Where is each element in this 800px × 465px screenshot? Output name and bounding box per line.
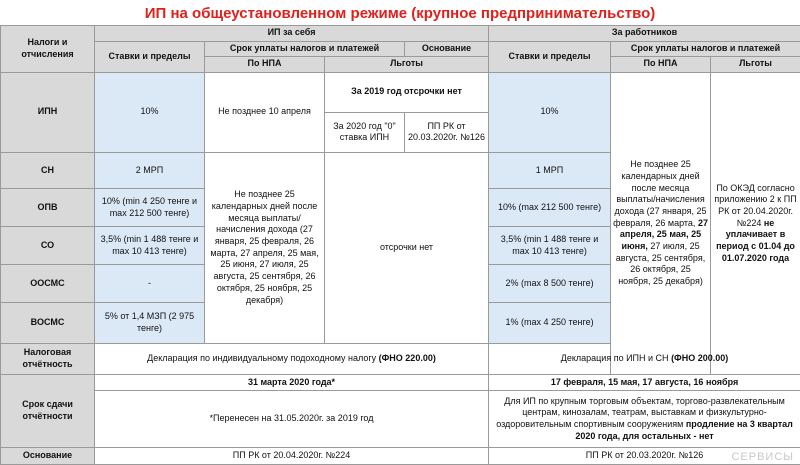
oosms-rate: - xyxy=(95,265,205,303)
workers-basis: ПП РК от 20.03.2020г. №126 xyxy=(489,447,800,464)
row-label-ipn: ИПН xyxy=(1,72,95,152)
row-label-so: СО xyxy=(1,227,95,265)
row-label-basis: Основание xyxy=(1,447,95,464)
benefits-header-workers: Льготы xyxy=(711,57,800,73)
workers-report: Декларация по ИПН и СН (ФНО 200.00) xyxy=(489,343,800,375)
deadline-header: Срок уплаты налогов и платежей xyxy=(205,41,405,57)
row-label-sn: СН xyxy=(1,153,95,189)
self-report: Декларация по индивидуальному подоходному налогу (ФНО 220.00) xyxy=(95,343,489,375)
workers-benefit: По ОКЭД согласно приложению 2 к ПП РК от 20.04.2020г. №224 не уплачивает в период с 01.04 до 01.07.2020 года xyxy=(711,72,800,375)
opv-rate-workers: 10% (max 212 500 тенге) xyxy=(489,189,611,227)
ipn-rate-workers: 10% xyxy=(489,72,611,152)
ipn-rate: 10% xyxy=(95,72,205,152)
self-report-date: 31 марта 2020 года* xyxy=(95,375,489,391)
by-npa-header-workers: По НПА xyxy=(611,57,711,73)
self-basis: ПП РК от 20.04.2020г. №224 xyxy=(95,447,489,464)
opv-rate: 10% (min 4 250 тенге и max 212 500 тенге) xyxy=(95,189,205,227)
self-benefit: отсрочки нет xyxy=(325,153,489,343)
sn-rate: 2 МРП xyxy=(95,153,205,189)
so-rate: 3,5% (min 1 488 тенге и max 10 413 тенге) xyxy=(95,227,205,265)
workers-header: За работников xyxy=(489,26,800,42)
so-rate-workers: 3,5% (min 1 488 тенге и max 10 413 тенге) xyxy=(489,227,611,265)
deadline-header-workers: Срок уплаты налогов и платежей xyxy=(611,41,800,57)
workers-report-dates: 17 февраля, 15 мая, 17 августа, 16 ноября xyxy=(489,375,800,391)
ipn-benefit-2020: За 2020 год "0" ставка ИПН xyxy=(325,112,405,152)
self-header: ИП за себя xyxy=(95,26,489,42)
row-label-oosms: ООСМС xyxy=(1,265,95,303)
rates-header: Ставки и пределы xyxy=(95,41,205,72)
vosms-rate-workers: 1% (max 4 250 тенге) xyxy=(489,303,611,343)
oosms-rate-workers: 2% (max 8 500 тенге) xyxy=(489,265,611,303)
row-label-opv: ОПВ xyxy=(1,189,95,227)
row-label-report: Налоговая отчётность xyxy=(1,343,95,375)
watermark: СЕРВИСЫ xyxy=(731,451,794,463)
workers-report-note: Для ИП по крупным торговым объектам, торгово-развлекательным центрам, кинозалам, театрам, выставкам и физкультурно-оздоровительным спортивным сооружениям продление на 3 квартал 2020 года, для остальных - нет xyxy=(489,390,800,447)
ipn-basis: ПП РК от 20.03.2020г. №126 xyxy=(405,112,489,152)
row-label-report-deadline: Срок сдачи отчётности xyxy=(1,375,95,448)
sn-rate-workers: 1 МРП xyxy=(489,153,611,189)
rates-header-workers: Ставки и пределы xyxy=(489,41,611,72)
page-title: ИП на общеустановленном режиме (крупное предпринимательство) xyxy=(144,5,656,22)
self-deadline: Не позднее 25 календарных дней после месяца выплаты/начисления дохода (27 января, 25 февраля, 26 марта, 27 апреля, 25 мая, 25 июня, 27 июля, 25 августа, 25 сентября, 26 октября, 25 ноября, 25 декабря) xyxy=(205,153,325,343)
taxes-column-header: Налоги и отчисления xyxy=(1,26,95,73)
ipn-benefit-2019: За 2019 год отсрочки нет xyxy=(325,72,489,112)
row-label-vosms: ВОСМС xyxy=(1,303,95,343)
ipn-deadline: Не позднее 10 апреля xyxy=(205,72,325,152)
vosms-rate: 5% от 1,4 МЗП (2 975 тенге) xyxy=(95,303,205,343)
benefits-header: Льготы xyxy=(325,57,489,73)
tax-table xyxy=(0,25,800,465)
by-npa-header: По НПА xyxy=(205,57,325,73)
workers-deadline: Не позднее 25 календарных дней после месяца выплаты/начисления дохода (27 января, 25 февраля, 26 марта, 27 апреля, 25 мая, 25 июня, 27 июля, 25 августа, 25 сентября, 26 октября, 25 ноября, 25 декабря) xyxy=(611,72,711,375)
self-report-note: *Перенесен на 31.05.2020г. за 2019 год xyxy=(95,390,489,447)
basis-header: Основание xyxy=(405,41,489,57)
